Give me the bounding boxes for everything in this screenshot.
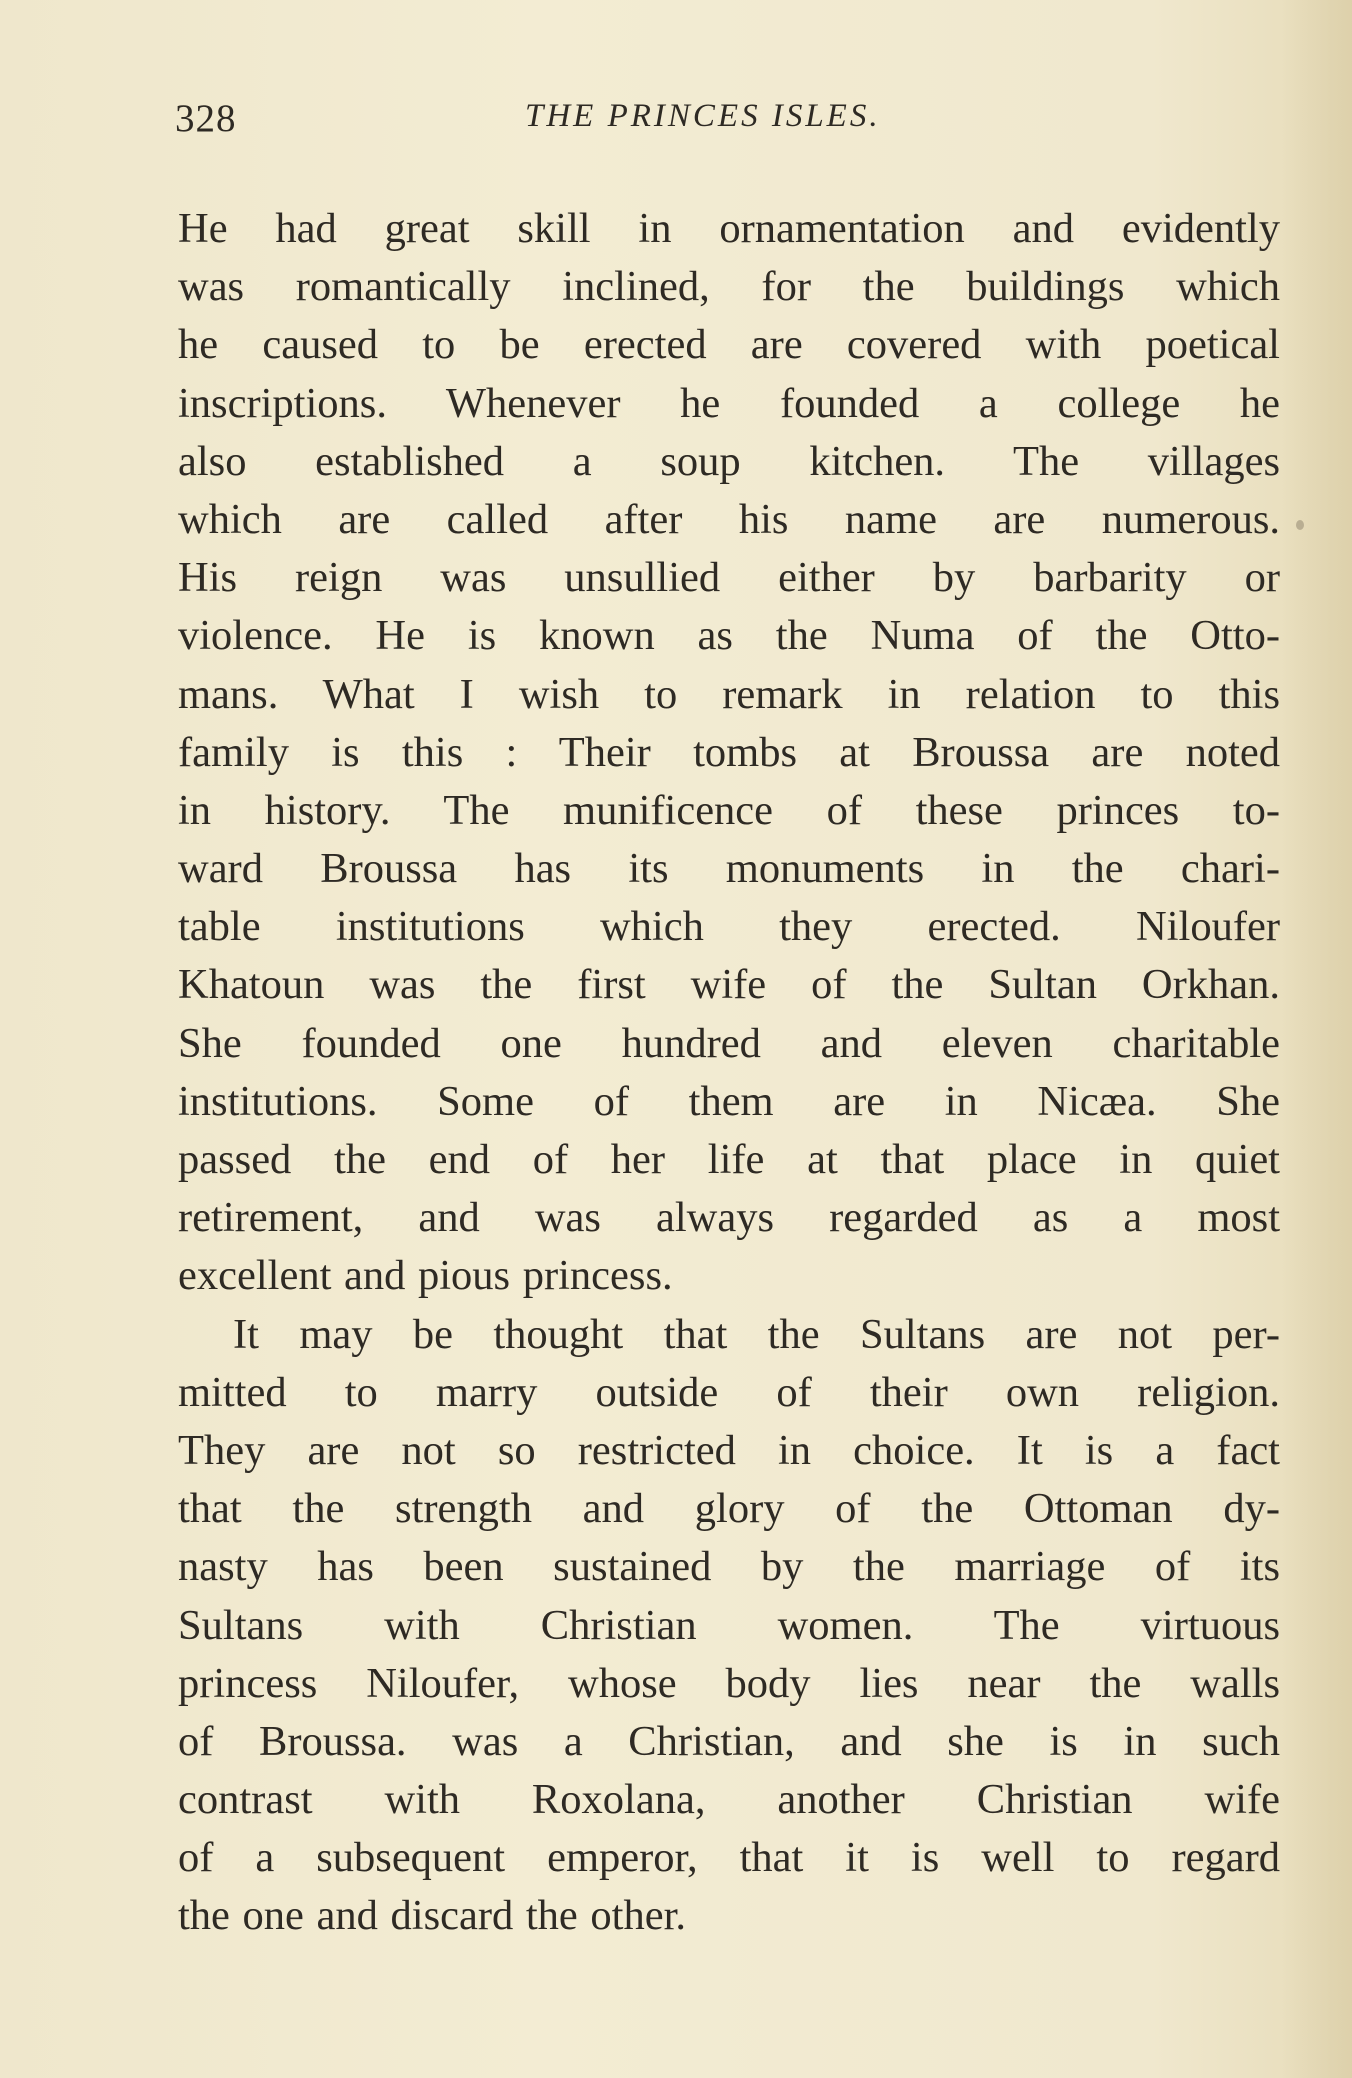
text-line: in history. The munificence of these princes to- xyxy=(178,786,1280,834)
text-line: princess Niloufer, whose body lies near the walls xyxy=(178,1659,1280,1707)
text-line: She founded one hundred and eleven charitable xyxy=(178,1019,1280,1067)
running-title: THE PRINCES ISLES. xyxy=(525,98,881,134)
text-line: he caused to be erected are covered with poetical xyxy=(178,321,1280,369)
page-body xyxy=(178,200,1280,1946)
text-line: They are not so restricted in choice. It is a fact xyxy=(178,1426,1280,1474)
text-line: institutions. Some of them are in Nicæa. She xyxy=(178,1077,1280,1125)
page-number: 328 xyxy=(175,97,237,140)
text-line: that the strength and glory of the Ottoman dy- xyxy=(178,1485,1280,1533)
text-line: of Broussa. was a Christian, and she is in such xyxy=(178,1717,1280,1765)
text-line: also established a soup kitchen. The villages xyxy=(178,437,1280,485)
text-line: of a subsequent emperor, that it is well to regard xyxy=(178,1834,1280,1882)
text-line: ward Broussa has its monuments in the chari- xyxy=(178,845,1280,893)
text-line: mitted to marry outside of their own religion. xyxy=(178,1368,1280,1416)
text-line: contrast with Roxolana, another Christian wife xyxy=(178,1776,1280,1824)
text-line: was romantically inclined, for the buildings which xyxy=(178,263,1280,311)
text-line: table institutions which they erected. Niloufer xyxy=(178,903,1280,951)
text-line: It may be thought that the Sultans are not per- xyxy=(233,1310,1280,1358)
text-line: which are called after his name are numerous. xyxy=(178,495,1280,543)
text-line: passed the end of her life at that place in quiet xyxy=(178,1136,1280,1183)
text-line: He had great skill in ornamentation and evidently xyxy=(178,205,1280,252)
text-line: mans. What I wish to remark in relation to this xyxy=(178,670,1280,718)
text-line: inscriptions. Whenever he founded a college he xyxy=(178,379,1280,427)
text-line: nasty has been sustained by the marriage of its xyxy=(178,1543,1280,1591)
paper-speck xyxy=(1296,520,1304,530)
text-line: violence. He is known as the Numa of the Otto- xyxy=(178,612,1280,660)
page-edge-shadow xyxy=(1282,0,1352,2078)
text-line: excellent and pious princess. xyxy=(178,1252,673,1300)
page-header xyxy=(175,96,1285,156)
text-line: family is this : Their tombs at Broussa are noted xyxy=(178,728,1280,776)
text-line: His reign was unsullied either by barbarity or xyxy=(178,554,1280,602)
text-line: the one and discard the other. xyxy=(178,1892,687,1940)
text-line: Khatoun was the first wife of the Sultan Orkhan. xyxy=(178,961,1280,1009)
text-line: retirement, and was always regarded as a most xyxy=(178,1194,1280,1242)
text-line: Sultans with Christian women. The virtuous xyxy=(178,1601,1280,1649)
